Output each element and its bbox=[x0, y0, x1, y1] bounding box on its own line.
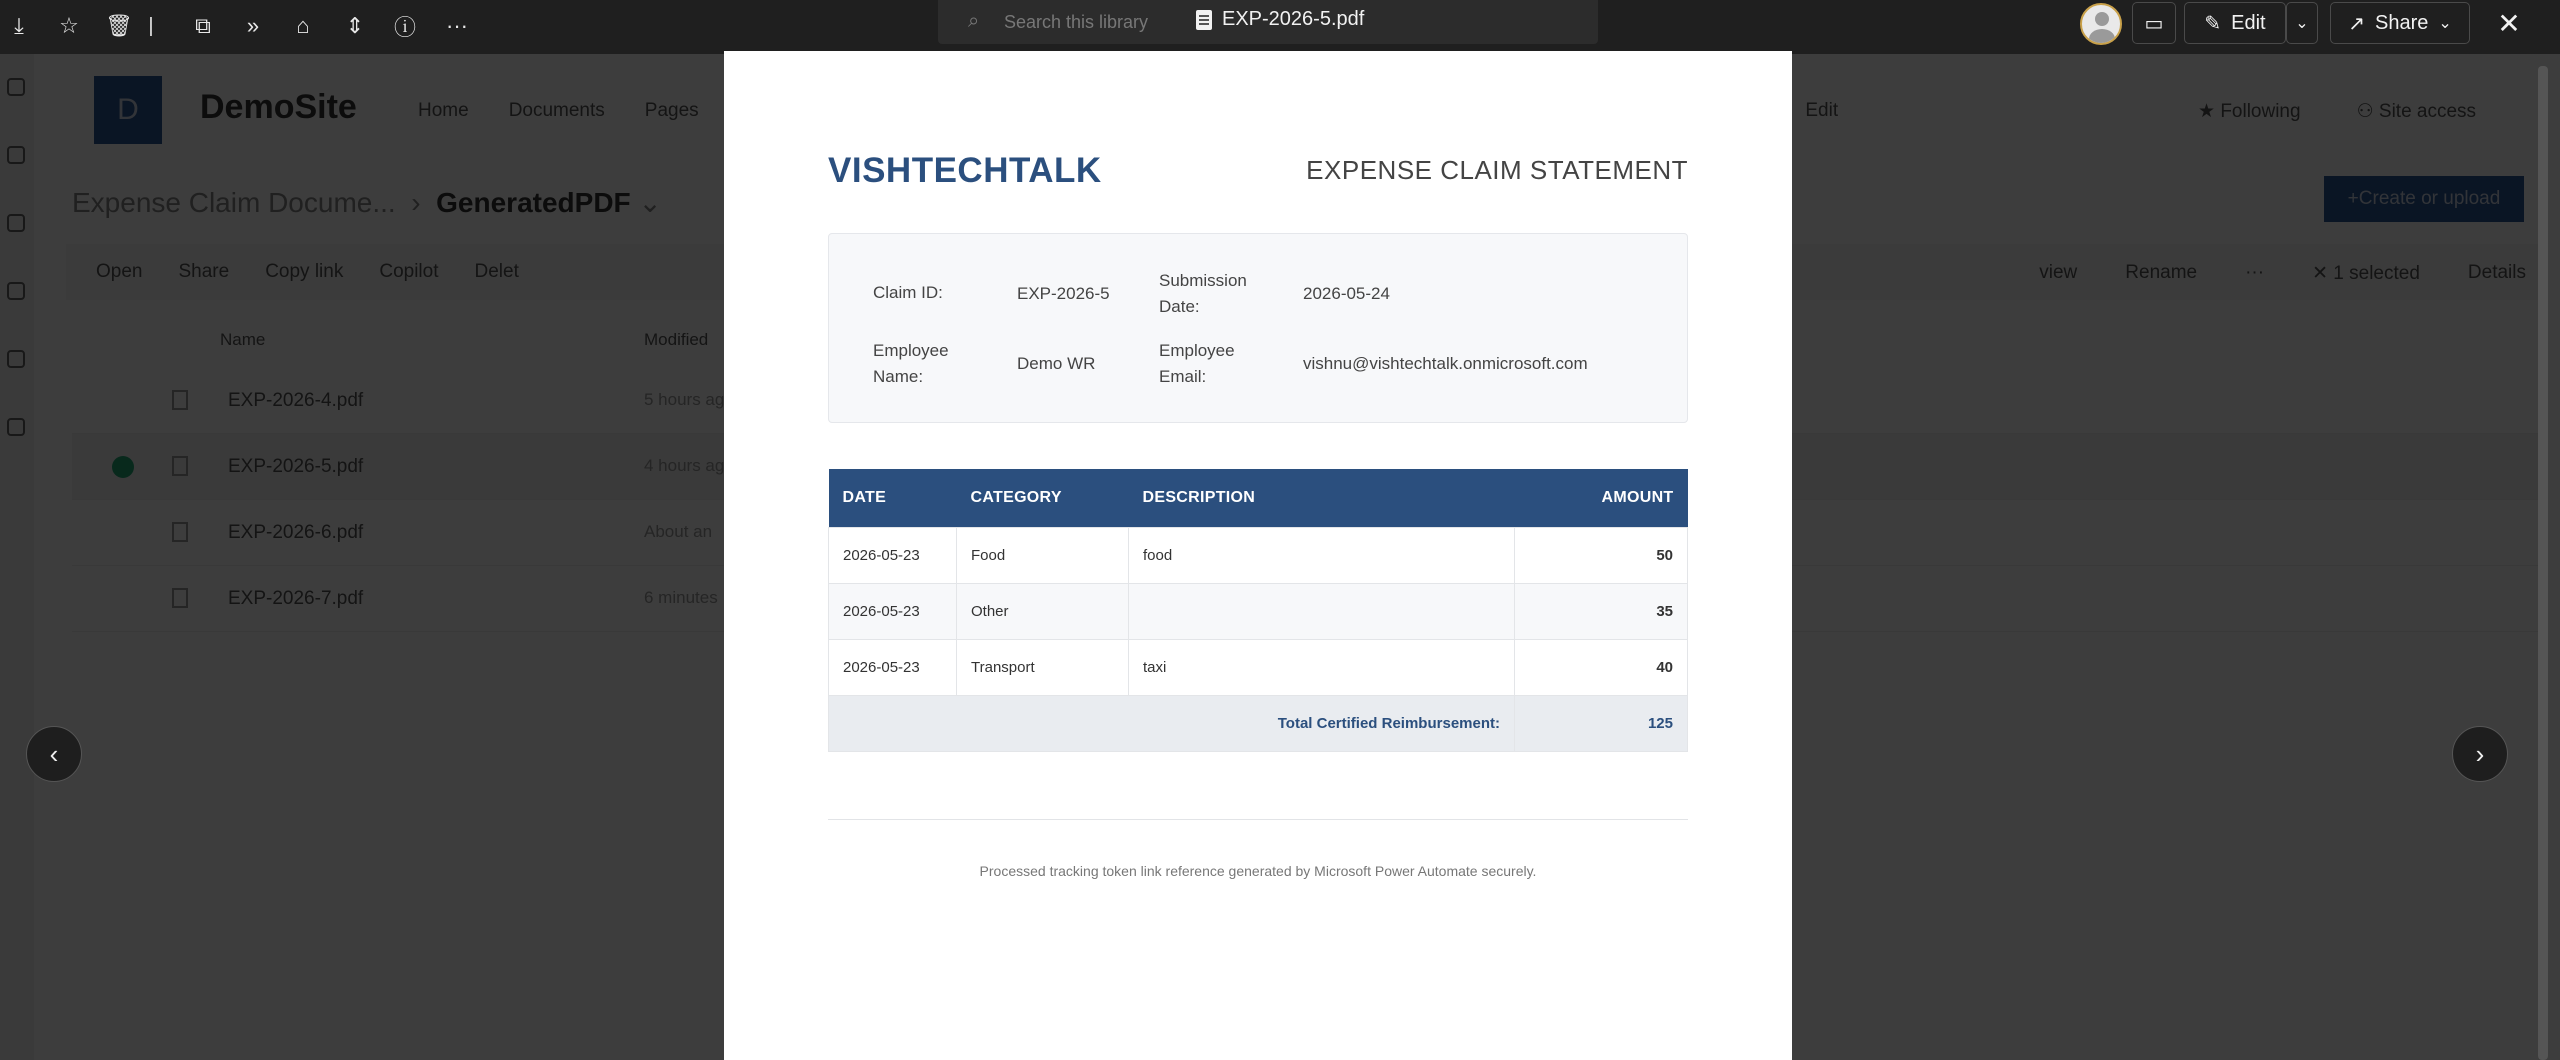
expense-table bbox=[828, 469, 1688, 752]
search-input[interactable]: Search this library bbox=[1004, 12, 1149, 32]
share-icon: ↗ bbox=[2348, 12, 2365, 35]
edit-button[interactable] bbox=[2184, 2, 2286, 44]
cell-category: Transport bbox=[957, 639, 1129, 695]
copy-icon[interactable]: ⧉ bbox=[195, 13, 211, 38]
chevron-right-icon: › bbox=[2475, 738, 2485, 769]
header-category: CATEGORY bbox=[957, 469, 1129, 527]
submission-date-value: 2026-05-24 bbox=[1303, 284, 1390, 303]
file-title bbox=[1196, 8, 1364, 31]
cell-description: food bbox=[1129, 527, 1515, 583]
edit-label: Edit bbox=[2231, 11, 2266, 34]
chevron-down-icon: ⌄ bbox=[2438, 15, 2452, 32]
claim-info-box bbox=[828, 233, 1688, 423]
cell-amount: 50 bbox=[1515, 527, 1688, 583]
cell-amount: 40 bbox=[1515, 639, 1688, 695]
total-row bbox=[829, 695, 1688, 751]
footnote: Processed tracking token link reference generated by Microsoft Power Automate securely. bbox=[979, 863, 1537, 879]
comment-icon: ▭ bbox=[2144, 12, 2164, 35]
search-icon: ⌕ bbox=[968, 10, 980, 32]
header-date: DATE bbox=[829, 469, 957, 527]
star-icon[interactable]: ☆ bbox=[59, 13, 79, 38]
download-icon[interactable]: ⤓ bbox=[14, 13, 24, 38]
employee-email-label: Employee Email: bbox=[1159, 341, 1235, 386]
bag-icon[interactable]: ⌂ bbox=[296, 13, 310, 38]
chevron-down-icon: ⌄ bbox=[2295, 15, 2309, 32]
avatar[interactable] bbox=[2080, 3, 2122, 45]
table-row bbox=[829, 639, 1688, 695]
employee-name-label: Employee Name: bbox=[873, 341, 949, 386]
submission-date-label: Submission Date: bbox=[1159, 271, 1247, 316]
share-button[interactable] bbox=[2330, 2, 2470, 44]
cell-date: 2026-05-23 bbox=[829, 583, 957, 639]
close-icon: ✕ bbox=[2497, 7, 2521, 39]
table-row bbox=[829, 527, 1688, 583]
cell-date: 2026-05-23 bbox=[829, 639, 957, 695]
file-name-label: EXP-2026-5.pdf bbox=[1222, 8, 1365, 30]
comment-button[interactable] bbox=[2132, 2, 2176, 44]
move-icon[interactable]: » bbox=[246, 13, 260, 38]
cell-category: Food bbox=[957, 527, 1129, 583]
more-icon[interactable]: ··· bbox=[446, 13, 468, 38]
divider bbox=[828, 819, 1688, 820]
employee-email-value: vishnu@vishtechtalk.onmicrosoft.com bbox=[1303, 354, 1588, 373]
edit-dropdown-button[interactable] bbox=[2286, 2, 2318, 44]
table-row bbox=[829, 583, 1688, 639]
document-title: EXPENSE CLAIM STATEMENT bbox=[1306, 155, 1688, 185]
cell-amount: 35 bbox=[1515, 583, 1688, 639]
pdf-page bbox=[724, 51, 1792, 1060]
claim-id-label: Claim ID: bbox=[873, 283, 943, 302]
employee-name-value: Demo WR bbox=[1017, 354, 1096, 373]
cell-description: taxi bbox=[1129, 639, 1515, 695]
pdf-icon bbox=[1196, 10, 1212, 30]
viewer-toolbar bbox=[0, 0, 2560, 54]
close-button[interactable] bbox=[2494, 6, 2524, 40]
cell-date: 2026-05-23 bbox=[829, 527, 957, 583]
cell-description bbox=[1129, 583, 1515, 639]
cell-category: Other bbox=[957, 583, 1129, 639]
company-brand: VISHTECHTALK bbox=[828, 151, 1102, 190]
delete-icon[interactable]: 🗑 bbox=[105, 13, 133, 38]
next-file-button[interactable] bbox=[2452, 726, 2508, 782]
info-icon[interactable]: ⓘ bbox=[393, 14, 416, 40]
compress-icon[interactable]: ⇕ bbox=[345, 13, 365, 38]
pencil-icon: ✎ bbox=[2204, 12, 2222, 35]
header-amount: AMOUNT bbox=[1515, 469, 1688, 527]
scrollbar[interactable] bbox=[2538, 66, 2548, 1060]
claim-id-value: EXP-2026-5 bbox=[1017, 284, 1110, 303]
previous-file-button[interactable] bbox=[26, 726, 82, 782]
total-label: Total Certified Reimbursement: bbox=[829, 695, 1515, 751]
share-label: Share bbox=[2374, 11, 2429, 34]
header-description: DESCRIPTION bbox=[1129, 469, 1515, 527]
separator: | bbox=[148, 14, 154, 37]
table-header-row bbox=[829, 469, 1688, 527]
total-value: 125 bbox=[1515, 695, 1688, 751]
chevron-left-icon: ‹ bbox=[49, 738, 59, 769]
